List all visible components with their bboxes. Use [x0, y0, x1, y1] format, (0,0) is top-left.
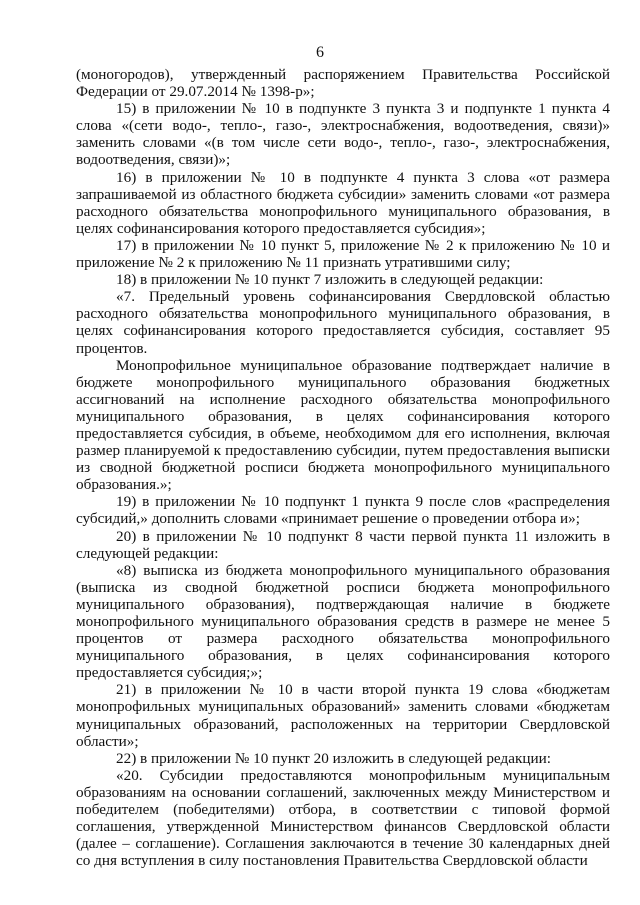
paragraph: «8) выписка из бюджета монопрофильного муниципального образования (выписка из сводной бюджетной росписи бюджета монопрофильного муниципального образования), подтверждающая наличие в бюджете монопрофильного муниципального образования средств в размере не менее 5 процентов от размера расходного обязательства монопрофильного муниципального образования, в целях софинансирования которого предоставляется субсидия;»;	[76, 561, 610, 682]
paragraph: 21) в приложении № 10 в части второй пункта 19 слова «бюджетам монопрофильных муниципальных образований» заменить словами «бюджетам муниципальных образований, расположенных на территории Свердловской области»;	[76, 681, 610, 750]
paragraph: 17) в приложении № 10 пункт 5, приложение № 2 к приложению № 10 и приложение № 2 к приложению № 11 признать утратившими силу;	[76, 236, 610, 272]
paragraph: 19) в приложении № 10 подпункт 1 пункта 9 после слов «распределения субсидий,» дополнить словами «принимает решение о проведении отбора и»;	[76, 493, 610, 528]
paragraph: (моногородов), утвержденный распоряжением Правительства Российской Федерации от 29.07.2014 № 1398-р»;	[76, 66, 610, 101]
paragraph: 22) в приложении № 10 пункт 20 изложить в следующей редакции:	[116, 749, 551, 767]
page-number: 6	[316, 44, 324, 61]
paragraph: 15) в приложении № 10 в подпункте 3 пункта 3 и подпункте 1 пункта 4 слова «(сети водо-, тепло-, газо-, электроснабжения, водоотведения, связи)» заменить словами «(в том числе сети водо-, тепло-, газо-, электроснабжения, водоотведения, связи)»;	[76, 100, 610, 169]
paragraph: Монопрофильное муниципальное образование подтверждает наличие в бюджете монопрофильного муниципального образования бюджетных ассигнований на исполнение расходного обязательства монопрофильного муниципального образования, в целях софинансирования которого предоставляется субсидия, в объеме, необходимом для его исполнения, включая размер планируемой к предоставлению субсидии, путем предоставления выписки из сводной бюджетной росписи бюджета монопрофильного муниципального образования.»;	[76, 356, 610, 494]
document-body	[76, 66, 610, 869]
paragraph: «20. Субсидии предоставляются монопрофильным муниципальным образованиям на основании соглашений, заключенных между Министерством и победителем (победителями) отбора, в соответствии с типовой формой соглашения, утвержденной Министерством финансов Свердловской области (далее – соглашение). Соглашения заключаются в течение 30 календарных дней со дня вступления в силу постановления Правительства Свердловской области	[76, 766, 610, 870]
paragraph: «7. Предельный уровень софинансирования Свердловской областью расходного обязательства монопрофильного муниципального образования, в целях софинансирования которого предоставляется субсидия, составляет 95 процентов.	[76, 288, 610, 357]
paragraph: 20) в приложении № 10 подпункт 8 части первой пункта 11 изложить в следующей редакции:	[76, 527, 610, 562]
paragraph: 18) в приложении № 10 пункт 7 изложить в следующей редакции:	[116, 271, 544, 289]
paragraph: 16) в приложении № 10 в подпункте 4 пункта 3 слова «от размера запрашиваемой из областного бюджета субсидии» заменить словами «от размера расходного обязательства монопрофильного муниципального образования, в целях софинансирования которого предоставляется субсидия»;	[76, 168, 610, 237]
